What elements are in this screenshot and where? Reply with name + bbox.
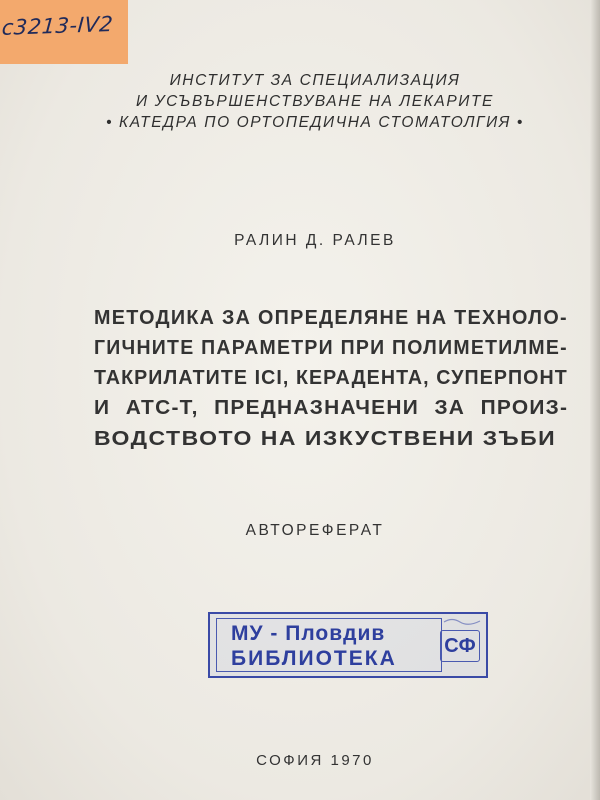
library-stamp	[208, 612, 488, 678]
institute-name-line2: И УСЪВЪРШЕНСТВУВАНЕ НА ЛЕКАРИТЕ	[136, 93, 494, 110]
library-sticker	[0, 0, 128, 64]
stamp-library: БИБЛИОТЕКА	[231, 647, 397, 670]
publication-place-year: СОФИЯ 1970	[256, 752, 374, 769]
stamp-university: МУ - Пловдив	[231, 622, 386, 645]
title-line-2: ГИЧНИТЕ ПАРАМЕТРИ ПРИ ПОЛИМЕТИЛМЕ-	[94, 337, 568, 359]
author-name: РАЛИН Д. РАЛЕВ	[234, 232, 396, 249]
department-name: • КАТЕДРА ПО ОРТОПЕДИЧНА СТОМАТОЛГИЯ •	[106, 114, 524, 131]
title-line-3: ТАКРИЛАТИТЕ ICI, КЕРАДЕНТА, СУПЕРПОНТ	[94, 367, 568, 389]
stamp-smudge-icon	[442, 616, 482, 626]
title-line-4: И АТС-Т, ПРЕДНАЗНАЧЕНИ ЗА ПРОИЗ-	[94, 397, 569, 419]
page-edge-shadow	[590, 0, 600, 800]
title-line-5: ВОДСТВОТО НА ИЗКУСТВЕНИ ЗЪБИ	[94, 428, 557, 450]
sticker-number: c3213-IV2	[0, 12, 115, 40]
stamp-code: СФ	[440, 630, 480, 662]
document-type: АВТОРЕФЕРАТ	[245, 522, 385, 539]
institute-name-line1: ИНСТИТУТ ЗА СПЕЦИАЛИЗАЦИЯ	[169, 72, 461, 89]
title-line-1: МЕТОДИКА ЗА ОПРЕДЕЛЯНЕ НА ТЕХНОЛО-	[94, 307, 568, 329]
stamp-inner-frame	[216, 618, 442, 672]
